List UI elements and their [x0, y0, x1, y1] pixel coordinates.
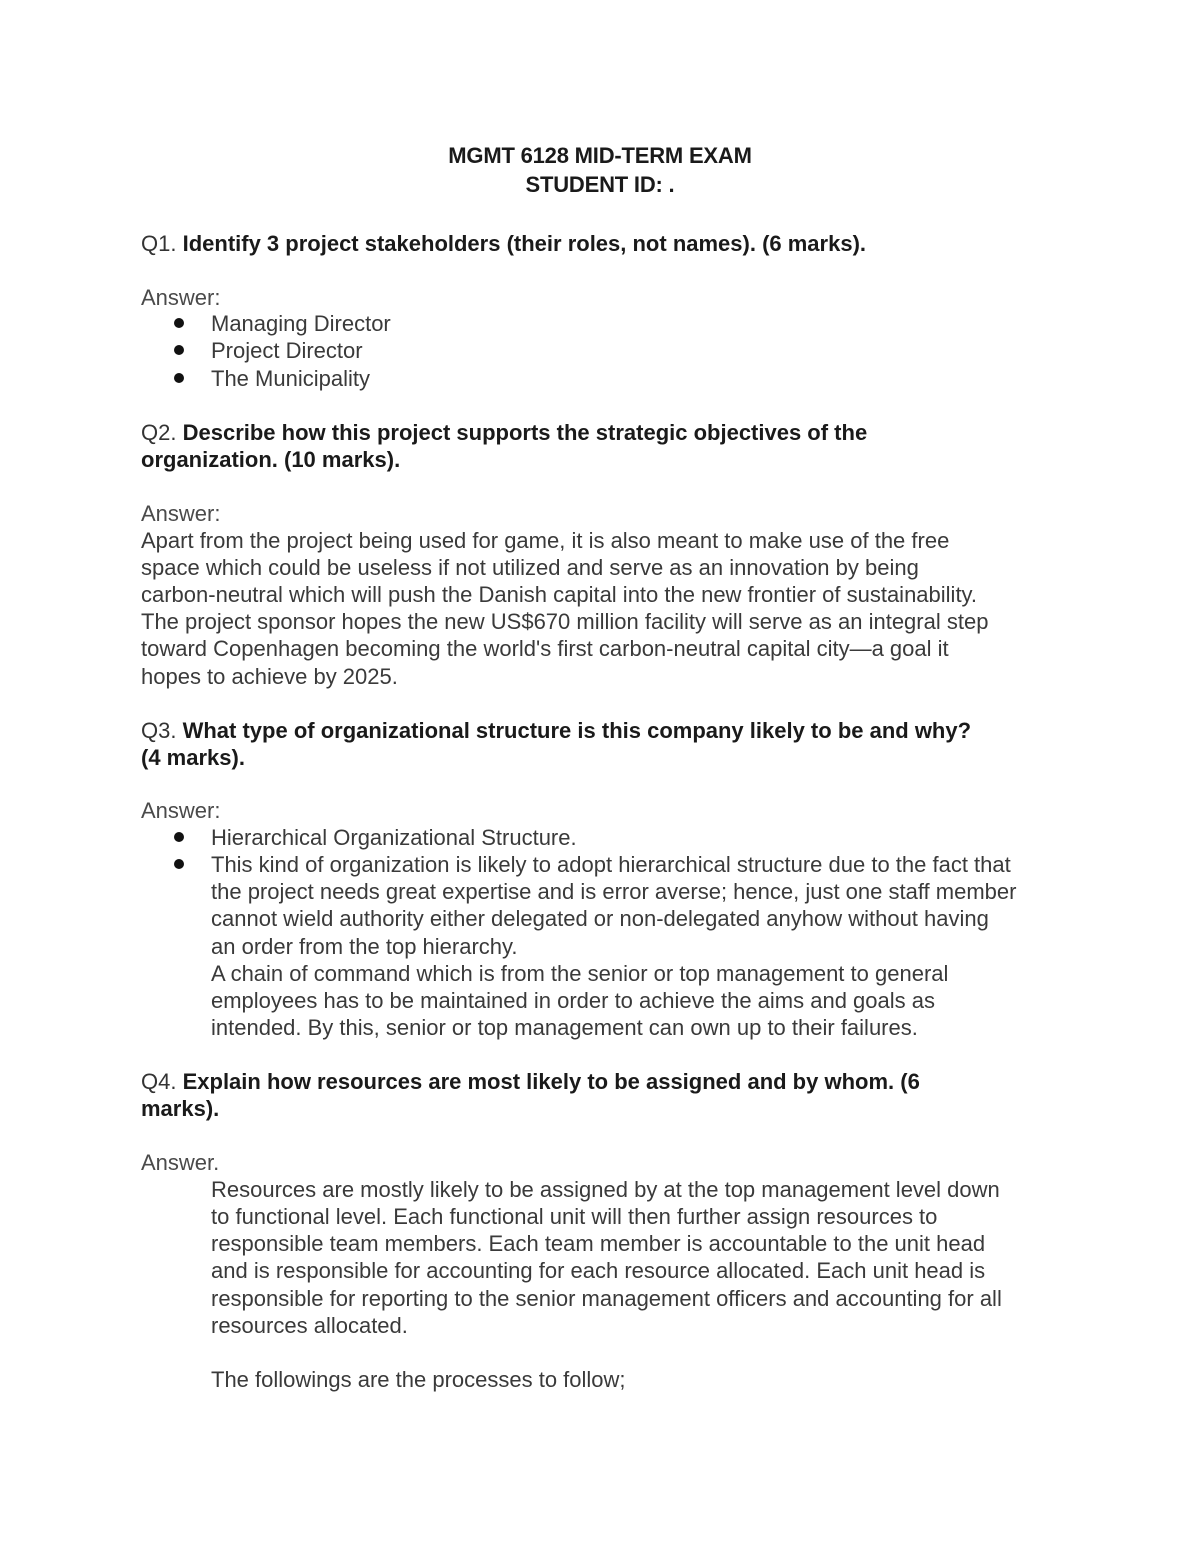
answer-3-bullet-line: an order from the top hierarchy.	[211, 934, 518, 959]
answer-4-line: resources allocated.	[211, 1313, 408, 1338]
question-3-text-cont: (4 marks).	[141, 745, 245, 770]
question-2	[141, 419, 867, 446]
question-1-number: Q1.	[141, 231, 177, 256]
question-1-text: Identify 3 project stakeholders (their roles, not names). (6 marks).	[182, 231, 867, 256]
question-4	[141, 1068, 920, 1095]
answer-2-line: The project sponsor hopes the new US$670 million facility will serve as an integral step	[141, 609, 989, 634]
question-3-text: What type of organizational structure is this company likely to be and why?	[182, 718, 972, 743]
answer-3-label: Answer:	[141, 798, 221, 823]
answer-2-label: Answer:	[141, 501, 221, 526]
bullet-icon	[174, 832, 184, 842]
question-3-number: Q3.	[141, 718, 177, 743]
answer-4-line: responsible for reporting to the senior management officers and accounting for all	[211, 1286, 1002, 1311]
bullet-icon	[174, 318, 184, 328]
answer-3-bullet-line: A chain of command which is from the senior or top management to general	[211, 961, 949, 986]
answer-3-bullet-line: This kind of organization is likely to adopt hierarchical structure due to the fact that	[211, 852, 1011, 877]
answer-4-label: Answer.	[141, 1150, 220, 1175]
answer-1-bullet: The Municipality	[211, 366, 370, 391]
question-4-number: Q4.	[141, 1069, 177, 1094]
answer-1-label: Answer:	[141, 285, 221, 310]
answer-3-bullet-line: cannot wield authority either delegated or non-delegated anyhow without having	[211, 906, 989, 931]
bullet-icon	[174, 345, 184, 355]
answer-1-bullet: Managing Director	[211, 311, 391, 336]
bullet-icon	[174, 373, 184, 383]
question-2-text-cont: organization. (10 marks).	[141, 447, 401, 472]
bullet-icon	[174, 859, 184, 869]
answer-2-line: toward Copenhagen becoming the world's first carbon-neutral capital city—a goal it	[141, 636, 949, 661]
answer-2-line: carbon-neutral which will push the Danish capital into the new frontier of sustainability.	[141, 582, 978, 607]
answer-4-line: Resources are mostly likely to be assigned by at the top management level down	[211, 1177, 1000, 1202]
question-3	[141, 717, 971, 744]
answer-4-line: responsible team members. Each team member is accountable to the unit head	[211, 1231, 986, 1256]
answer-4-line: to functional level. Each functional unit will then further assign resources to	[211, 1204, 938, 1229]
question-4-text: Explain how resources are most likely to be assigned and by whom. (6	[182, 1069, 920, 1094]
student-id: STUDENT ID: .	[525, 172, 675, 197]
answer-3-bullet-line: employees has to be maintained in order to achieve the aims and goals as	[211, 988, 935, 1013]
answer-3-bullet-line: intended. By this, senior or top management can own up to their failures.	[211, 1015, 918, 1040]
question-4-text-cont: marks).	[141, 1096, 220, 1121]
answer-2-line: hopes to achieve by 2025.	[141, 664, 398, 689]
answer-3-bullet: Hierarchical Organizational Structure.	[211, 825, 577, 850]
answer-4-followup: The followings are the processes to follow;	[211, 1367, 626, 1392]
answer-2-line: Apart from the project being used for game, it is also meant to make use of the free	[141, 528, 950, 553]
exam-title: MGMT 6128 MID-TERM EXAM	[448, 143, 752, 168]
question-2-number: Q2.	[141, 420, 177, 445]
answer-2-line: space which could be useless if not utilized and serve as an innovation by being	[141, 555, 919, 580]
question-2-text: Describe how this project supports the strategic objectives of the	[182, 420, 868, 445]
answer-1-bullet: Project Director	[211, 338, 363, 363]
answer-4-line: and is responsible for accounting for each resource allocated. Each unit head is	[211, 1258, 986, 1283]
answer-3-bullet-line: the project needs great expertise and is error averse; hence, just one staff member	[211, 879, 1017, 904]
question-1	[141, 230, 866, 257]
